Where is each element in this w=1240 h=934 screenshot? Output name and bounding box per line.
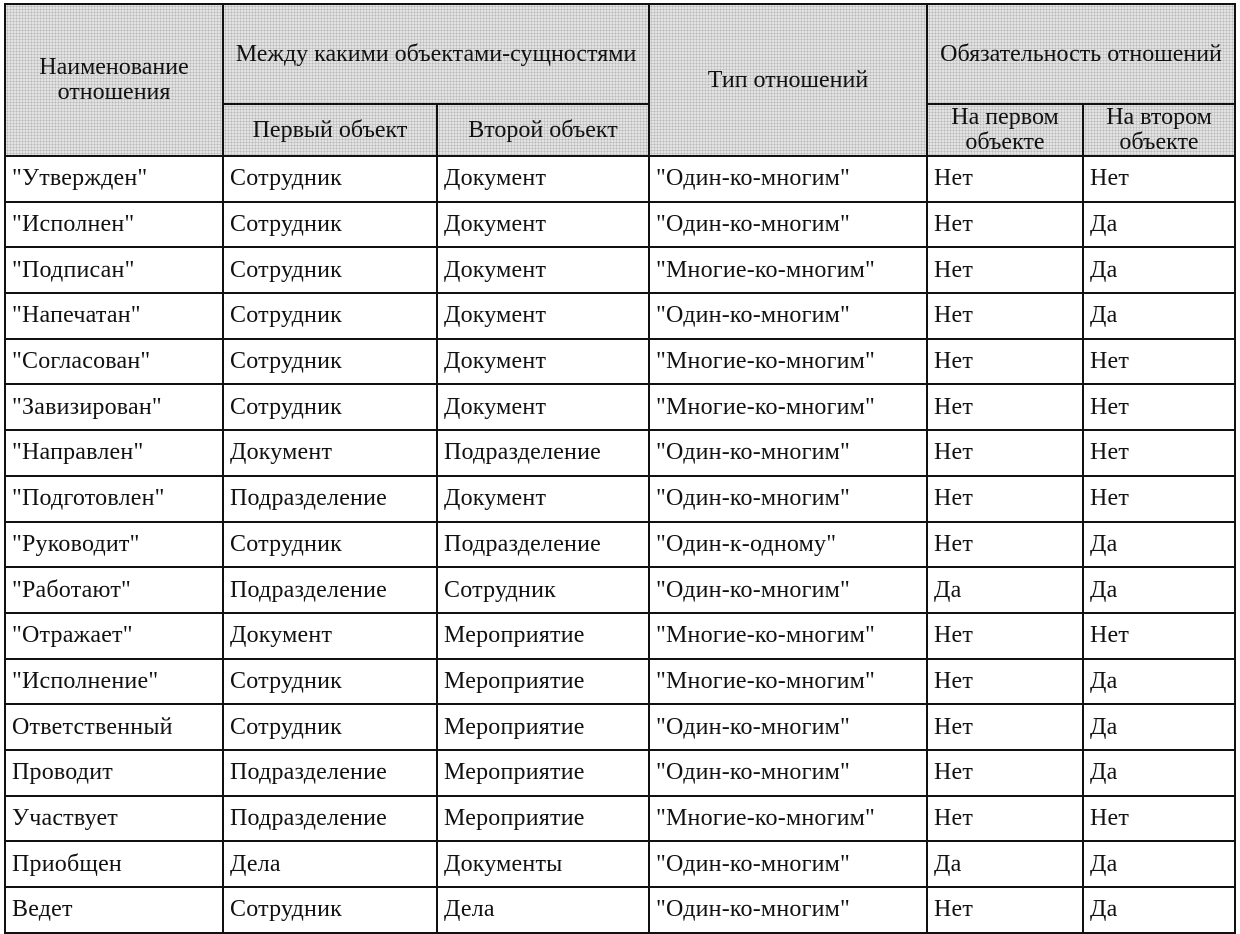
cell-first-object: Документ xyxy=(223,613,437,659)
header-between-objects: Между какими объектами-сущностями xyxy=(223,4,649,104)
cell-relation-name: "Исполнен" xyxy=(5,202,223,248)
cell-mandatory-second: Да xyxy=(1083,841,1235,887)
cell-relation-name: "Согласован" xyxy=(5,339,223,385)
cell-first-object: Сотрудник xyxy=(223,887,437,933)
table-row xyxy=(5,796,1235,842)
cell-mandatory-second: Да xyxy=(1083,293,1235,339)
cell-second-object: Сотрудник xyxy=(437,567,649,613)
cell-relation-type: "Один-ко-многим" xyxy=(649,841,927,887)
cell-relation-name: Приобщен xyxy=(5,841,223,887)
cell-relation-name: "Руководит" xyxy=(5,522,223,568)
cell-mandatory-second: Нет xyxy=(1083,796,1235,842)
cell-mandatory-second: Нет xyxy=(1083,339,1235,385)
cell-mandatory-second: Да xyxy=(1083,522,1235,568)
document-page xyxy=(4,3,1234,928)
cell-mandatory-first: Нет xyxy=(927,704,1083,750)
cell-second-object: Документ xyxy=(437,293,649,339)
cell-second-object: Документы xyxy=(437,841,649,887)
cell-first-object: Подразделение xyxy=(223,567,437,613)
table-row xyxy=(5,293,1235,339)
cell-relation-type: "Один-ко-многим" xyxy=(649,887,927,933)
cell-second-object: Мероприятие xyxy=(437,613,649,659)
cell-second-object: Дела xyxy=(437,887,649,933)
cell-relation-name: "Исполнение" xyxy=(5,659,223,705)
cell-mandatory-second: Нет xyxy=(1083,476,1235,522)
table-row xyxy=(5,522,1235,568)
cell-mandatory-second: Нет xyxy=(1083,384,1235,430)
cell-first-object: Подразделение xyxy=(223,750,437,796)
cell-relation-type: "Многие-ко-многим" xyxy=(649,384,927,430)
cell-second-object: Документ xyxy=(437,384,649,430)
cell-mandatory-second: Да xyxy=(1083,247,1235,293)
cell-first-object: Сотрудник xyxy=(223,202,437,248)
relations-table xyxy=(4,3,1236,934)
cell-relation-type: "Многие-ко-многим" xyxy=(649,247,927,293)
header-on-second: На втором объекте xyxy=(1083,104,1235,156)
cell-mandatory-first: Нет xyxy=(927,156,1083,202)
cell-second-object: Документ xyxy=(437,247,649,293)
cell-first-object: Сотрудник xyxy=(223,384,437,430)
cell-relation-type: "Один-ко-многим" xyxy=(649,202,927,248)
cell-mandatory-first: Нет xyxy=(927,659,1083,705)
table-row xyxy=(5,659,1235,705)
table-body xyxy=(5,156,1235,933)
cell-mandatory-second: Нет xyxy=(1083,613,1235,659)
cell-second-object: Подразделение xyxy=(437,430,649,476)
cell-relation-name: "Работают" xyxy=(5,567,223,613)
cell-relation-type: "Многие-ко-многим" xyxy=(649,796,927,842)
cell-second-object: Документ xyxy=(437,156,649,202)
cell-first-object: Сотрудник xyxy=(223,659,437,705)
table-row xyxy=(5,156,1235,202)
table-row xyxy=(5,704,1235,750)
cell-mandatory-first: Нет xyxy=(927,430,1083,476)
cell-relation-type: "Многие-ко-многим" xyxy=(649,613,927,659)
header-second-object: Второй объект xyxy=(437,104,649,156)
cell-relation-name: "Напечатан" xyxy=(5,293,223,339)
cell-mandatory-second: Да xyxy=(1083,887,1235,933)
cell-mandatory-first: Да xyxy=(927,841,1083,887)
cell-relation-name: Ведет xyxy=(5,887,223,933)
cell-relation-type: "Многие-ко-многим" xyxy=(649,659,927,705)
header-relation-type: Тип отношений xyxy=(649,4,927,156)
cell-relation-type: "Один-к-одному" xyxy=(649,522,927,568)
cell-mandatory-first: Нет xyxy=(927,887,1083,933)
cell-mandatory-second: Да xyxy=(1083,750,1235,796)
cell-relation-type: "Один-ко-многим" xyxy=(649,567,927,613)
cell-first-object: Подразделение xyxy=(223,796,437,842)
cell-mandatory-second: Нет xyxy=(1083,156,1235,202)
cell-relation-type: "Один-ко-многим" xyxy=(649,476,927,522)
cell-mandatory-first: Нет xyxy=(927,476,1083,522)
cell-relation-name: Участвует xyxy=(5,796,223,842)
cell-mandatory-first: Нет xyxy=(927,293,1083,339)
cell-relation-name: "Завизирован" xyxy=(5,384,223,430)
cell-relation-type: "Многие-ко-многим" xyxy=(649,339,927,385)
table-row xyxy=(5,887,1235,933)
cell-mandatory-first: Нет xyxy=(927,613,1083,659)
header-mandatory: Обязательность отношений xyxy=(927,4,1235,104)
cell-first-object: Документ xyxy=(223,430,437,476)
cell-first-object: Сотрудник xyxy=(223,339,437,385)
table-row xyxy=(5,247,1235,293)
cell-mandatory-second: Да xyxy=(1083,659,1235,705)
cell-mandatory-first: Нет xyxy=(927,796,1083,842)
cell-mandatory-second: Да xyxy=(1083,202,1235,248)
cell-second-object: Мероприятие xyxy=(437,659,649,705)
cell-first-object: Сотрудник xyxy=(223,156,437,202)
cell-relation-name: Проводит xyxy=(5,750,223,796)
cell-mandatory-second: Нет xyxy=(1083,430,1235,476)
cell-relation-name: "Утвержден" xyxy=(5,156,223,202)
cell-relation-type: "Один-ко-многим" xyxy=(649,704,927,750)
cell-relation-type: "Один-ко-многим" xyxy=(649,750,927,796)
cell-second-object: Документ xyxy=(437,202,649,248)
cell-mandatory-first: Нет xyxy=(927,750,1083,796)
cell-second-object: Документ xyxy=(437,476,649,522)
table-row xyxy=(5,613,1235,659)
cell-mandatory-first: Нет xyxy=(927,339,1083,385)
cell-relation-type: "Один-ко-многим" xyxy=(649,293,927,339)
cell-second-object: Мероприятие xyxy=(437,796,649,842)
cell-relation-name: Ответственный xyxy=(5,704,223,750)
cell-relation-name: "Подписан" xyxy=(5,247,223,293)
table-row xyxy=(5,841,1235,887)
cell-mandatory-first: Да xyxy=(927,567,1083,613)
cell-mandatory-first: Нет xyxy=(927,384,1083,430)
cell-first-object: Сотрудник xyxy=(223,704,437,750)
cell-relation-name: "Подготовлен" xyxy=(5,476,223,522)
cell-second-object: Документ xyxy=(437,339,649,385)
cell-first-object: Сотрудник xyxy=(223,293,437,339)
cell-mandatory-first: Нет xyxy=(927,247,1083,293)
cell-first-object: Сотрудник xyxy=(223,522,437,568)
cell-second-object: Мероприятие xyxy=(437,750,649,796)
cell-mandatory-first: Нет xyxy=(927,202,1083,248)
table-row xyxy=(5,750,1235,796)
cell-mandatory-second: Да xyxy=(1083,704,1235,750)
table-row xyxy=(5,476,1235,522)
cell-relation-name: "Направлен" xyxy=(5,430,223,476)
header-relation-name: Наименование отношения xyxy=(5,4,223,156)
table-row xyxy=(5,384,1235,430)
cell-first-object: Подразделение xyxy=(223,476,437,522)
table-header xyxy=(5,4,1235,156)
cell-relation-type: "Один-ко-многим" xyxy=(649,156,927,202)
table-row xyxy=(5,430,1235,476)
cell-second-object: Мероприятие xyxy=(437,704,649,750)
header-on-first: На первом объекте xyxy=(927,104,1083,156)
cell-relation-name: "Отражает" xyxy=(5,613,223,659)
cell-second-object: Подразделение xyxy=(437,522,649,568)
cell-first-object: Дела xyxy=(223,841,437,887)
header-first-object: Первый объект xyxy=(223,104,437,156)
cell-relation-type: "Один-ко-многим" xyxy=(649,430,927,476)
cell-mandatory-second: Да xyxy=(1083,567,1235,613)
cell-mandatory-first: Нет xyxy=(927,522,1083,568)
table-row xyxy=(5,339,1235,385)
table-row xyxy=(5,202,1235,248)
table-row xyxy=(5,567,1235,613)
cell-first-object: Сотрудник xyxy=(223,247,437,293)
